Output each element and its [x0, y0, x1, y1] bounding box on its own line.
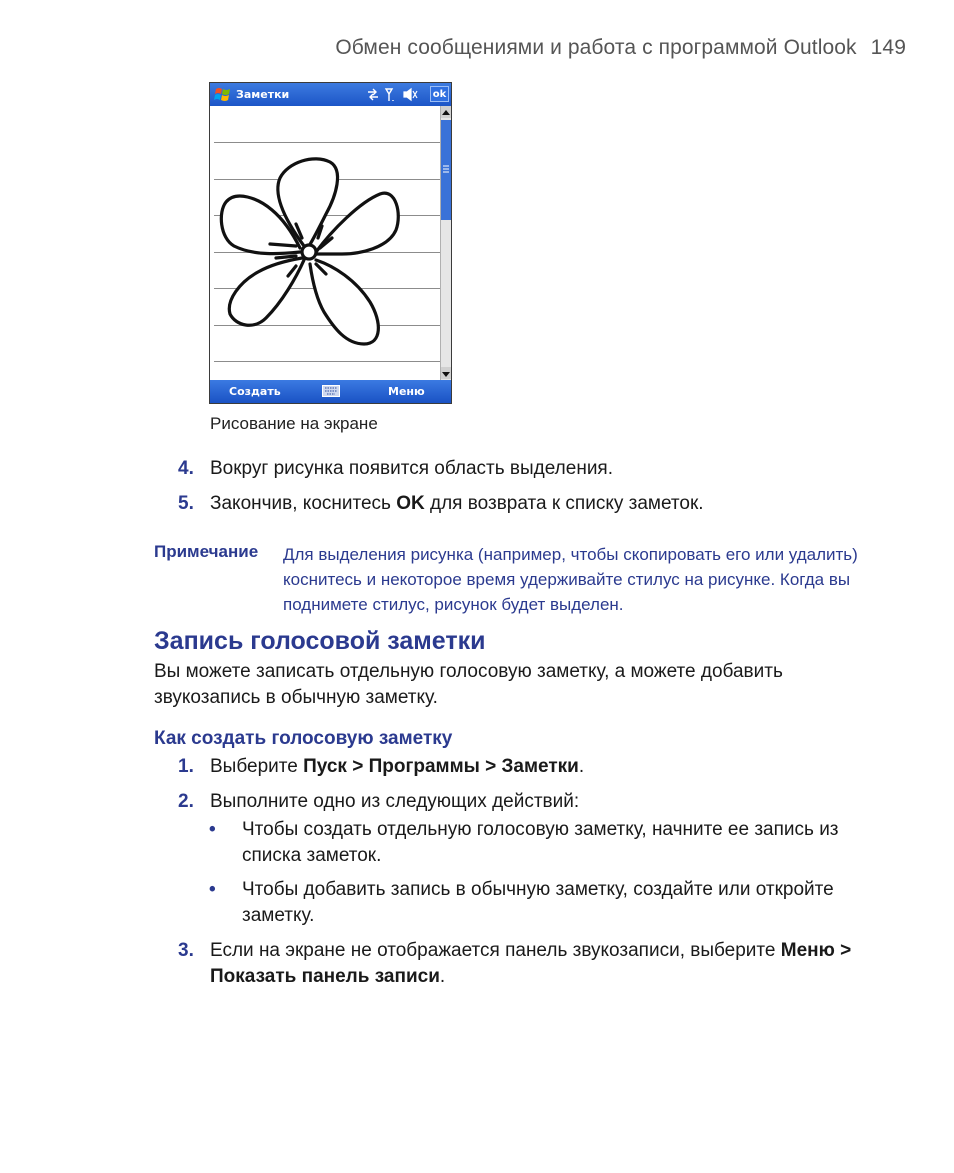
windows-start-icon[interactable] — [214, 86, 231, 102]
device-screenshot — [209, 82, 452, 404]
app-title: Заметки — [236, 88, 290, 101]
step-number: 1. — [178, 756, 194, 777]
flower-drawing — [210, 106, 440, 380]
scroll-up-icon[interactable] — [441, 106, 451, 118]
step-text-bold: Меню > Показать панель записи — [210, 940, 852, 987]
scroll-thumb[interactable] — [441, 120, 451, 220]
step-number: 3. — [178, 940, 194, 961]
note-label: Примечание — [154, 542, 259, 561]
figure-caption: Рисование на экране — [210, 414, 378, 433]
create-softkey[interactable]: Создать — [229, 385, 281, 398]
title-bar — [210, 83, 451, 106]
bullet-mark: • — [209, 879, 216, 900]
subsection-heading: Как создать голосовую заметку — [154, 728, 453, 749]
step-text-part: Выберите — [210, 756, 304, 777]
status-icons — [366, 87, 432, 102]
step-text-part: Если на экране не отображается панель звукозаписи, выберите — [210, 940, 781, 961]
step-text — [210, 491, 860, 517]
sync-icon — [368, 89, 378, 100]
step-number: 2. — [178, 791, 194, 812]
step-text-part: . — [578, 756, 585, 777]
ok-button[interactable]: ok — [430, 86, 449, 102]
bullet-mark: • — [209, 819, 216, 840]
step-text-bold: Пуск > Программы > Заметки — [303, 756, 579, 777]
step-number: 5. — [178, 493, 194, 514]
page-number: 149 — [870, 36, 906, 59]
section-heading: Запись голосовой заметки — [154, 627, 486, 655]
note-text: Для выделения рисунка (например, чтобы скопировать его или удалить) коснитесь и некоторое время удерживайте стилус на рисунке. Когда вы поднимете стилус, рисунок будет выделен. — [283, 545, 858, 614]
step-text: Вокруг рисунка появится область выделения. — [210, 458, 613, 479]
scroll-down-icon[interactable] — [441, 367, 451, 379]
running-header — [335, 36, 906, 60]
step-text-part: для возврата к списку заметок. — [424, 493, 704, 514]
bullet-text: Чтобы создать отдельную голосовую заметку, начните ее запись из списка заметок. — [242, 819, 839, 866]
bullet-text: Чтобы добавить запись в обычную заметку, создайте или откройте заметку. — [242, 879, 834, 926]
signal-icon — [386, 89, 393, 101]
step-text-part: Закончив, коснитесь — [210, 493, 397, 514]
step-text-part: . — [439, 966, 446, 987]
step-text: Выполните одно из следующих действий: — [210, 791, 580, 812]
menu-softkey[interactable]: Меню — [388, 385, 425, 398]
step-number: 4. — [178, 458, 194, 479]
scrollbar[interactable] — [440, 106, 451, 380]
section-intro: Вы можете записать отдельную голосовую заметку, а можете добавить звукозапись в обычную заметку. — [154, 661, 783, 708]
step-text — [210, 754, 860, 780]
notes-canvas[interactable] — [210, 106, 440, 380]
speaker-icon — [404, 89, 417, 100]
step-text-bold: OK — [396, 493, 425, 514]
keyboard-icon[interactable] — [322, 385, 340, 397]
header-title: Обмен сообщениями и работа с программой Outlook — [335, 36, 857, 59]
soft-key-bar — [210, 380, 451, 403]
step-text — [210, 938, 860, 990]
